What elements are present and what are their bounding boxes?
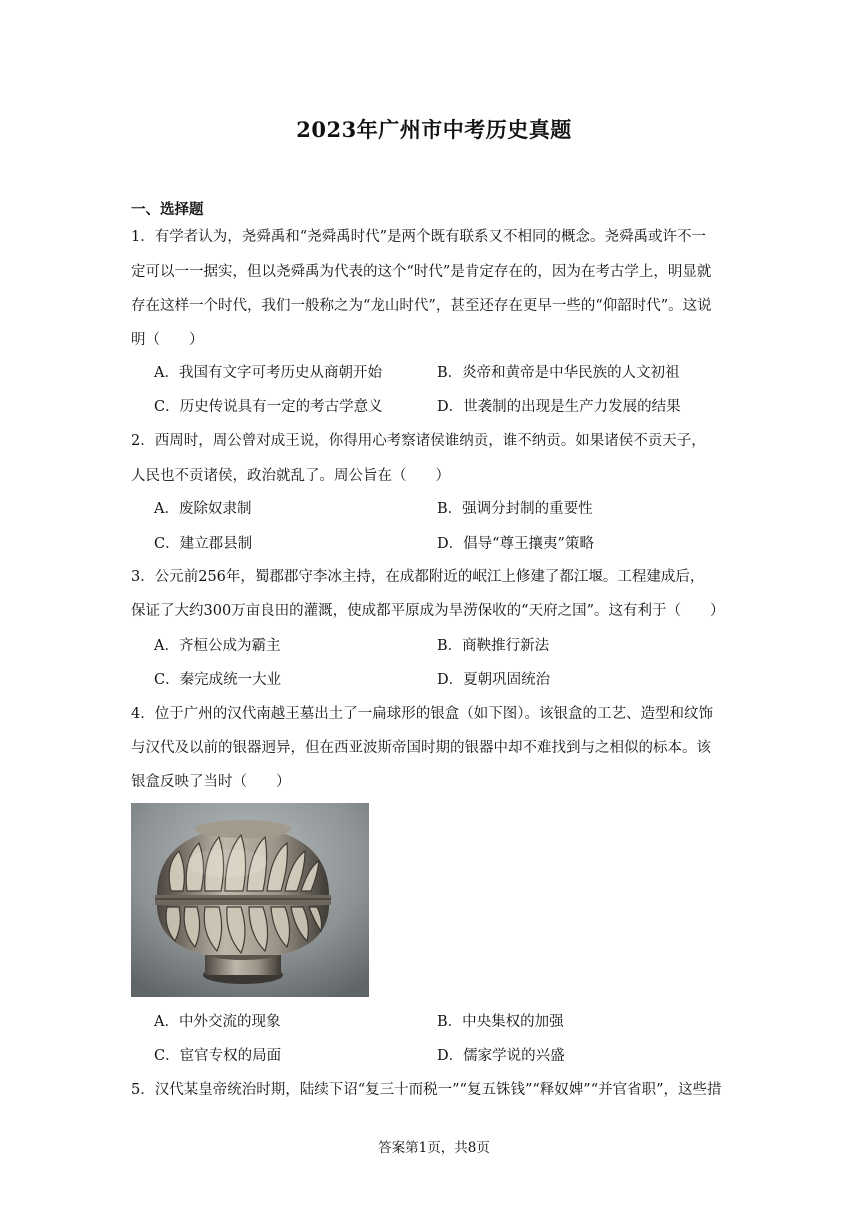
question-4-line-2: 与汉代及以前的银器迥异，但在西亚波斯帝国时期的银器中却不难找到与之相似的标本。该 bbox=[131, 740, 711, 756]
question-2-option-a: A．废除奴隶制 bbox=[154, 501, 252, 517]
question-2-option-c: C．建立郡县制 bbox=[154, 536, 253, 552]
question-3-option-a: A．齐桓公成为霸主 bbox=[154, 638, 281, 654]
question-3-option-b: B．商鞅推行新法 bbox=[437, 638, 550, 654]
question-1-line-1: 1．有学者认为，尧舜禹和“尧舜禹时代”是两个既有联系又不相同的概念。尧舜禹或许不一 bbox=[131, 229, 707, 245]
question-2-option-d: D．倡导“尊王攘夷”策略 bbox=[437, 536, 594, 552]
question-4-option-c: C．宦官专权的局面 bbox=[154, 1048, 282, 1064]
question-2-line-2: 人民也不贡诸侯，政治就乱了。周公旨在（ ） bbox=[131, 468, 450, 484]
question-5-line-1: 5．汉代某皇帝统治时期，陆续下诏“复三十而税一”“复五铢钱”“释奴婢”“并官省职”，这些措 bbox=[131, 1082, 722, 1098]
question-4-line-1: 4．位于广州的汉代南越王墓出土了一扁球形的银盒（如下图）。该银盒的工艺、造型和纹饰 bbox=[131, 706, 713, 722]
question-1-option-a: A．我国有文字可考历史从商朝开始 bbox=[154, 365, 382, 381]
section-heading: 一、选择题 bbox=[131, 201, 204, 218]
question-3-option-c: C．秦完成统一大业 bbox=[154, 672, 282, 688]
question-1-line-3: 存在这样一个时代，我们一般称之为“龙山时代”，甚至还存在更早一些的“仰韶时代”。这说 bbox=[131, 298, 712, 314]
question-1-option-d: D．世袭制的出现是生产力发展的结果 bbox=[437, 399, 681, 415]
question-3-line-2: 保证了大约300万亩良田的灌溉，使成都平原成为旱涝保收的“天府之国”。这有利于（ ） bbox=[131, 603, 725, 619]
question-4-option-a: A．中外交流的现象 bbox=[154, 1014, 281, 1030]
question-4-line-3: 银盒反映了当时（ ） bbox=[131, 774, 291, 790]
question-1-line-2: 定可以一一据实，但以尧舜禹为代表的这个“时代”是肯定存在的，因为在考古学上，明显就 bbox=[131, 264, 712, 280]
question-1-line-4: 明（ ） bbox=[131, 332, 204, 348]
question-2-option-b: B．强调分封制的重要性 bbox=[437, 501, 593, 517]
page-title: 2023年广州市中考历史真题 bbox=[296, 117, 572, 142]
question-1-option-c: C．历史传说具有一定的考古学意义 bbox=[154, 399, 383, 415]
page-footer: 答案第1页，共8页 bbox=[378, 1140, 490, 1156]
question-1-option-b: B．炎帝和黄帝是中华民族的人文初祖 bbox=[437, 365, 680, 381]
question-2-line-1: 2．西周时，周公曾对成王说，你得用心考察诸侯谁纳贡，谁不纳贡。如果诸侯不贡天子， bbox=[131, 433, 706, 449]
question-3-line-1: 3．公元前256年，蜀郡郡守李冰主持，在成都附近的岷江上修建了都江堰。工程建成后， bbox=[131, 569, 705, 585]
question-4-option-d: D．儒家学说的兴盛 bbox=[437, 1048, 565, 1064]
question-4-option-b: B．中央集权的加强 bbox=[437, 1014, 564, 1030]
question-3-option-d: D．夏朝巩固统治 bbox=[437, 672, 551, 688]
silver-box-photo bbox=[131, 803, 369, 997]
